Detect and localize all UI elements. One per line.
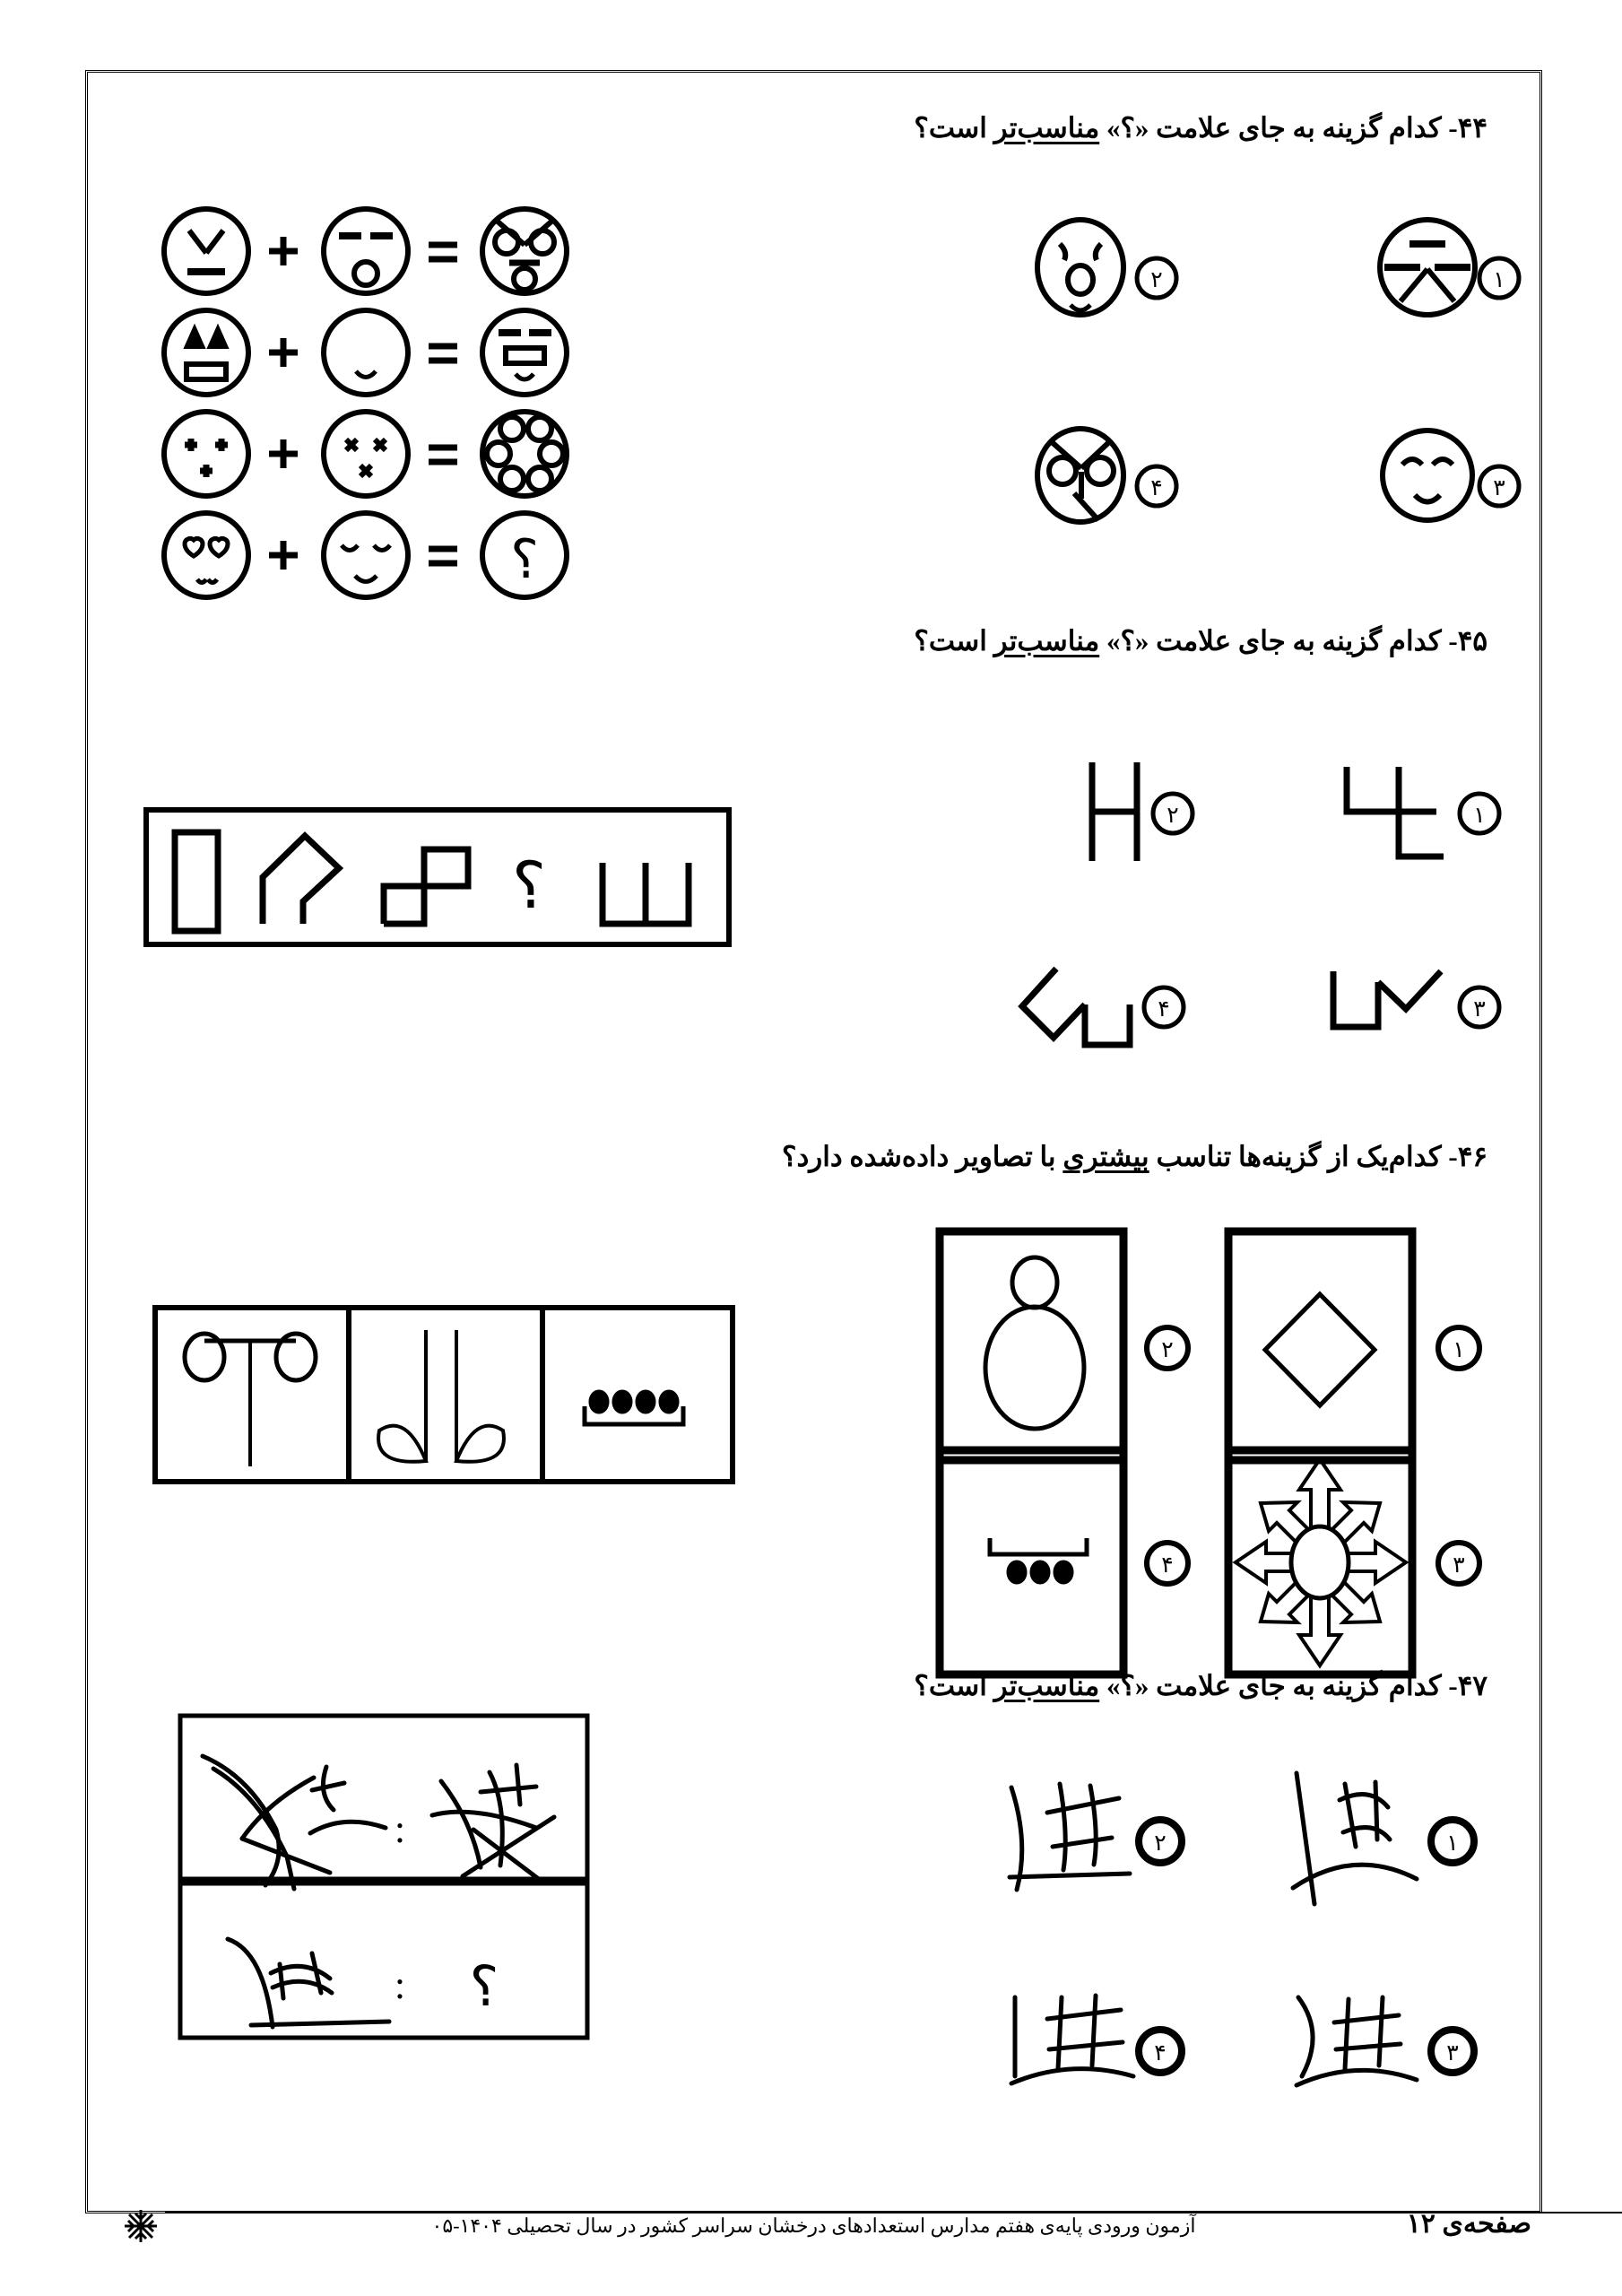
diamond-outline — [1265, 1294, 1375, 1405]
two-bars-circle-mouth-face — [324, 209, 408, 293]
dense-scribble-b — [432, 1765, 554, 1880]
question-mark-45 — [512, 850, 546, 922]
question-44-options — [986, 206, 1524, 583]
question-47-number: ۴۷- — [1448, 1670, 1488, 1701]
bar-cross-lines-face — [1380, 220, 1475, 315]
question-44-number: ۴۴- — [1448, 112, 1488, 144]
option-47-2-number: ۲ — [1154, 1831, 1167, 1856]
plus-operator-1 — [269, 237, 298, 265]
eight-arrow-star-with-oval — [1236, 1459, 1406, 1665]
option-45-1-number: ۱ — [1473, 804, 1486, 828]
line-grid-arc-below — [1293, 1773, 1417, 1904]
option-46-3-number: ۳ — [1453, 1553, 1465, 1578]
option-46-3[interactable] — [1228, 1450, 1479, 1674]
question-44-text-underlined: مناسب‌تر — [993, 112, 1100, 144]
option-47-3[interactable] — [1297, 1997, 1474, 2085]
plus-operator-4 — [269, 541, 298, 570]
option-45-2[interactable] — [1092, 762, 1193, 861]
angry-circle-eyes-bar-circle-face — [482, 209, 567, 293]
analogy-separator-2: : — [394, 1963, 406, 2007]
option-46-2-number: ۲ — [1161, 1338, 1174, 1362]
option-47-4-number: ۴ — [1154, 2041, 1167, 2066]
question-44-stem — [157, 202, 605, 596]
equation-row-2 — [164, 310, 567, 395]
option-47-3-number: ۳ — [1446, 2041, 1459, 2066]
small-circle-on-large-oval — [985, 1257, 1084, 1429]
option-46-2[interactable] — [940, 1231, 1188, 1460]
option-45-1[interactable] — [1347, 767, 1499, 857]
closed-eyes-smile-face — [324, 513, 408, 597]
equals-operator-1 — [429, 245, 457, 259]
left-chevron-with-u — [1022, 969, 1130, 1045]
question-45-options — [995, 749, 1533, 1090]
equals-operator-3 — [429, 448, 457, 462]
option-45-4-number: ۴ — [1158, 997, 1170, 1022]
question-44-text — [914, 112, 1488, 144]
option-44-4-number: ۴ — [1150, 476, 1163, 500]
arc-grid-scribble — [228, 1939, 389, 2027]
arch-eyes-smile-face — [1383, 430, 1472, 520]
question-46-text-before: کدام‌یک از گزینه‌ها تناسب — [1156, 1141, 1442, 1172]
two-lines-with-leaf-petals — [378, 1330, 504, 1462]
question-45-number: ۴۵- — [1448, 625, 1488, 657]
question-46-text-underlined: بیشتری — [1063, 1141, 1149, 1172]
question-47-text-after: است؟ — [914, 1670, 987, 1701]
footer-exam-title: آزمون ورودی پایه‌ی هفتم مدارس استعدادهای درخشان سراسر کشور در سال تحصیلی ۱۴۰۴-۰۵ — [431, 2214, 1196, 2237]
question-45-text — [914, 625, 1488, 657]
u-with-right-chevron — [1333, 971, 1441, 1027]
option-45-3[interactable] — [1333, 971, 1499, 1027]
bars-rect-smile-face — [482, 310, 567, 395]
option-45-4[interactable] — [1022, 969, 1184, 1045]
question-45-text-after: است؟ — [914, 625, 987, 657]
snowflake-icon — [121, 2206, 160, 2246]
equation-row-3 — [164, 412, 567, 496]
option-44-3[interactable] — [1383, 430, 1519, 520]
question-46-number: ۴۶- — [1448, 1141, 1488, 1172]
question-44-text-before: کدام گزینه به جای علامت «؟» — [1106, 112, 1442, 144]
plus-operator-2 — [269, 338, 298, 367]
equals-operator-2 — [429, 346, 457, 361]
question-47-text — [914, 1670, 1488, 1702]
option-44-3-number: ۳ — [1493, 476, 1505, 500]
option-46-4-number: ۴ — [1161, 1553, 1174, 1578]
angry-circle-eyes-slash-face — [1037, 429, 1123, 522]
equation-row-4 — [164, 513, 567, 597]
bracket-with-three-dots — [990, 1538, 1087, 1582]
dense-scribble-a — [203, 1756, 386, 1889]
option-45-2-number: ۲ — [1167, 804, 1179, 828]
option-44-2[interactable] — [1037, 220, 1176, 315]
question-45-stem — [143, 807, 735, 951]
x-eyes-x-mouth-face — [324, 412, 408, 496]
triangle-eyes-rect-mouth-face — [164, 310, 248, 395]
four-dots-above-bracket — [585, 1392, 683, 1424]
option-46-4[interactable] — [940, 1450, 1188, 1674]
question-46-text — [782, 1141, 1488, 1173]
option-46-1[interactable] — [1228, 1231, 1479, 1460]
analogy-separator-1: : — [394, 1807, 406, 1851]
option-45-3-number: ۳ — [1473, 997, 1486, 1022]
page-number: صفحه‌ی ۱۲ — [1406, 2209, 1531, 2239]
option-47-2[interactable] — [1010, 1784, 1182, 1890]
question-47-stem — [178, 1713, 590, 2072]
six-circles-face — [482, 412, 567, 496]
angry-v-eyes-flat-mouth-face — [164, 209, 248, 293]
question-45-text-underlined: مناسب‌تر — [993, 625, 1100, 657]
option-44-2-number: ۲ — [1150, 268, 1163, 292]
footer — [85, 2206, 1542, 2246]
tall-rectangle — [175, 832, 218, 931]
option-46-1-number: ۱ — [1453, 1338, 1465, 1362]
svg-text:؟: ؟ — [511, 850, 547, 922]
curve-grid-straight-base — [1010, 1784, 1130, 1890]
option-47-1[interactable] — [1293, 1773, 1474, 1904]
option-44-1-number: ۱ — [1493, 268, 1505, 292]
offset-cross-lines — [1347, 767, 1444, 857]
svg-text:؟: ؟ — [510, 530, 539, 589]
option-44-1[interactable] — [1380, 220, 1519, 315]
comb-u-shape — [603, 863, 689, 924]
option-44-4[interactable] — [1037, 429, 1176, 522]
plus-operator-3 — [269, 439, 298, 468]
question-47-options — [968, 1753, 1515, 2130]
question-46-options — [924, 1224, 1533, 1673]
equation-row-1 — [164, 209, 567, 293]
option-47-4[interactable] — [1011, 1996, 1182, 2083]
question-45-text-before: کدام گزینه به جای علامت «؟» — [1106, 625, 1442, 657]
brow-eyes-circle-nose-smile-face — [1037, 220, 1123, 315]
question-47-text-before: کدام گزینه به جای علامت «؟» — [1106, 1670, 1442, 1701]
two-circles-on-t-bar — [185, 1334, 316, 1466]
question-46-text-after: با تصاویر داده‌شده دارد؟ — [781, 1141, 1056, 1172]
blank-smile-face — [324, 310, 408, 395]
equals-operator-4 — [429, 549, 457, 563]
heart-eyes-face — [164, 513, 248, 597]
question-46-stem — [152, 1305, 735, 1484]
question-mark-face — [482, 513, 567, 597]
hook-grid-arc — [1297, 1997, 1417, 2085]
question-mark-47: ؟ — [469, 1957, 499, 2018]
plus-eyes-plus-mouth-face — [164, 412, 248, 496]
question-47-text-underlined: مناسب‌تر — [993, 1670, 1100, 1701]
house-pentagon — [263, 836, 339, 924]
question-44-text-after: است؟ — [914, 112, 987, 144]
bracket-grid-arc — [1011, 1996, 1133, 2083]
step-polygon — [384, 849, 468, 924]
option-47-1-number: ۱ — [1446, 1831, 1459, 1856]
h-letter-lines — [1092, 762, 1137, 861]
